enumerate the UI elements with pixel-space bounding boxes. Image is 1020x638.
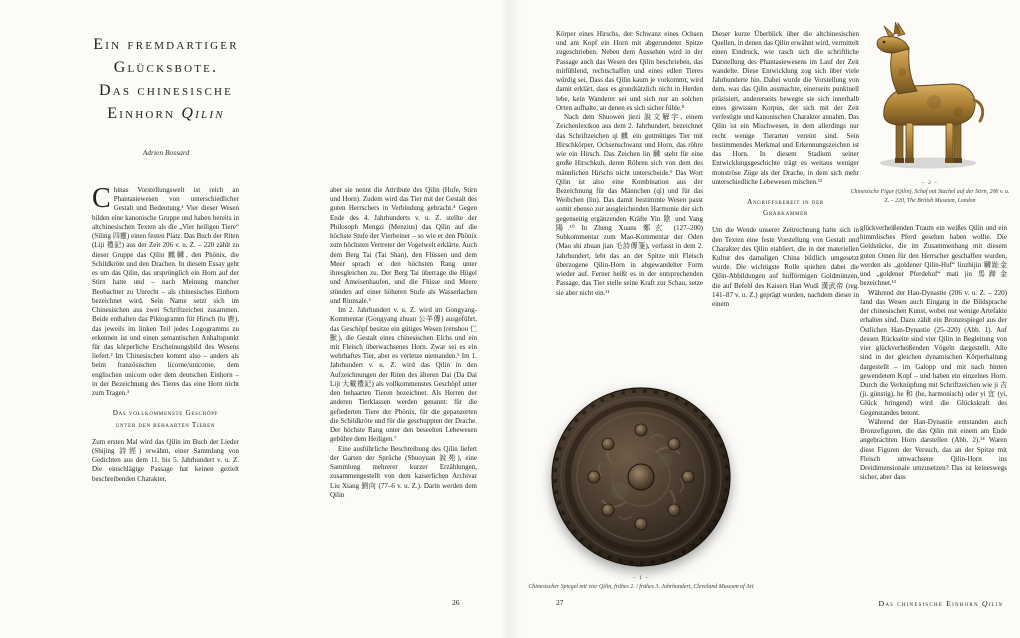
heading-line: Angriffsbereit in der <box>747 197 824 206</box>
section-heading <box>92 408 239 430</box>
title-line: Ein fremdartiger <box>93 36 239 53</box>
title-qilin-italic: Qilin <box>181 105 225 122</box>
figure-2-number: – 2 – <box>921 180 939 186</box>
paragraph: Körper eines Hirschs, der Schwanz eines Ochsen und am Kopf ein Horn mit abgerundeter Spitze zugeschrieben. Neben dem Aussehen wird in der Passage auch das Wesen des Qilin beschrieben, das mitfühlend, rechtschaffen und eines edlen Tieres würdig sei. Dass das Qilin kaum je vorkommt, wird damit erklärt, dass es grundsätzlich nicht in Herden lebe, kein Wanderer sei und sich nur an solchen Orten aufhalte, an denen es sich sicher fühle.⁸ <box>556 30 703 112</box>
paragraph-text: hinas Vorstellungswelt ist reich an Phantasiewesen von unterschiedlicher Gestalt und Bedeutung.¹ Vier dieser Wesen bilden eine kanonische Gruppe und haben bereits in altchinesischen Texten als die „Vier heiligen Tiere“ (Siling 四靈) einen festen Platz. Das Buch der Riten (Liji 禮記) aus der Zeit 206 v. u. Z. – 220 zählt zu dieser Gruppe das Qilin 麒麟, den Phönix, die Schildkröte und den Drachen. In diesem Essay geht es um das Qilin, das ursprünglich ein Horn auf der Stirn hatte und – nach Meinung mancher Beobachter zu Unrecht – als chinesisches Einhorn bezeichnet wird. Sein Name setzt sich im Chinesischen aus zwei Schriftzeichen zusammen. Beide enthalten das Piktogramm für Hirsch (lu 鹿), das jeweils im linken Teil jedes Logogramms zu erkennen ist und einen semantischen Anhaltspunkt für das körperliche Erscheinungsbild des Wesens liefert.² Im Chinesischen kommt also – anders als beim französischen licorne/unicorne, dem englischen unicorn oder dem deutschen Einhorn – in der Bezeichnung des Tieres das eine Horn nicht zum Tragen.³ <box>92 186 239 398</box>
running-footer-title <box>879 599 1003 608</box>
left-page-column-2 <box>330 186 477 592</box>
figure-1-number: – 1 – <box>632 575 650 581</box>
title-line: Glücksbote. <box>113 59 219 76</box>
heading-line: Grabkammer <box>763 209 808 218</box>
paragraph: Während der Han-Dynastie entstanden auch Bronzefiguren, die das Qilin mit einem am Ende angebrachten Horn darstellen (Abb. 2).¹⁴ Waren diese Figuren der Versuch, das an der Spitze mit Fleisch umwachsene Qilin-Horn ins Dreidimensionale umzusetzen? Das ist keineswegs sicher, aber dass <box>860 417 1007 482</box>
right-page-column-3 <box>860 224 1007 592</box>
heading-line: unter den behaarten Tieren <box>115 420 216 429</box>
section-heading <box>712 197 859 219</box>
page-number-right: 27 <box>556 598 564 607</box>
paragraph: aber sie nennt die Attribute des Qilin (Hufe, Stirn und Horn). Zudem wird das Tier mit der Gestalt des guten Herrschers in Verbindung gebracht.⁴ Gegen Ende des 4. Jahrhunderts v. u. Z. stellte der Philosoph Mengzi (Menzius) das Qilin auf die höchste Stufe der Vierbeiner – so wie er den Phönix zum höchsten Vertreter der Vogelwelt erklärte. Auch dem Berg Tai (Tai Shan), den Flüssen und dem Meer sprach er den höchsten Rang unter ihresgleichen zu. Der Berg Tai überrage die Hügel und Ameisenhaufen, und die Flüsse und Meere stünden auf einer höheren Stufe als Wasserlachen und Rinnsale.⁵ <box>330 186 477 305</box>
title-line: Einhorn <box>107 105 182 122</box>
right-page-column-2 <box>712 30 859 592</box>
paragraph <box>92 186 239 398</box>
figure-2-caption <box>850 180 1010 205</box>
heading-line: Das vollkommenste Geschöpf <box>112 409 219 418</box>
left-page-column-1 <box>92 186 239 592</box>
author-name: Adrien Bossard <box>142 148 190 157</box>
right-page-column-1 <box>556 30 703 380</box>
paragraph: Während der Han-Dynastie (206 v. u. Z. – 220) fand das Wesen auch Eingang in die Bildsprache der chinesischen Kunst, wobei nur wenige Artefakte erhalten sind. Dazu zählt ein Bronzespiegel aus der Östlichen Han-Dynastie (25–220) (Abb. 1). Auf dessen Rückseite sind vier Qilin in Begleitung von vier glückverheißenden Vögeln dargestellt. Alle sind in der gleichen dynamischen Körperhaltung dargestellt – im Galopp und mit nach hinten gewendetem Kopf – und haben ein einzelnes Horn. Durch die Verknüpfung mit Schriftzeichen wie ji 吉 (ji, günstig), he 和 (he, harmonisch) oder yi 宜 (yi, Glück bringend) wird die Glückskraft des Gegenstandes betont. <box>860 288 1007 417</box>
page-number-left: 26 <box>452 598 460 607</box>
paragraph: Im 2. Jahrhundert v. u. Z. wird im Gongyang-Kommentar (Gongyang zhuan 公羊傳) ausgeführt, das Geschöpf besitze ein gütiges Wesen (renshou 仁獸), die Gestalt eines chinesischen Elchs und ein mit Fleisch überwachsenes Horn. Zwar sei es ein wehrhaftes Tier, aber es verletze niemanden.⁶ Im 1. Jahrhundert v. u. Z. wird das Qilin in den Aufzeichnungen der Riten des älteren Dai (Da Dai Liji 大戴禮記) als vollkommenstes Geschöpf unter den behaarten Tieren bezeichnet. Als Herren der anderen Tierklassen werden genannt: für die gefiederten Tiere der Phönix, für die gepanzerten die Schildkröte und für die geschuppten der Drache. Der höchste Rang unter den beseelten Lebewesen gebühre dem Heiligen.⁷ <box>330 306 477 444</box>
figure-2-caption-text: Chinesische Figur (Qilin), Schaf mit Stachel auf der Stirn, 206 v. u. Z. – 220, The British Museum, London <box>850 189 1010 204</box>
title-line: Das chinesische <box>98 82 234 99</box>
drop-cap: C <box>92 186 111 214</box>
page-fold <box>499 0 521 638</box>
running-footer-qilin-italic: Qilin <box>981 599 1003 608</box>
paragraph: Eine ausführliche Beschreibung des Qilin liefert der Garten der Sprüche (Shuoyuan 說苑), eine Sammlung mehrerer kurzer Erzählungen, zusammengestellt von dem kaiserlichen Archivar Liu Xiang 劉向 (77–6 v. u. Z.). Darin werden dem Qilin <box>330 444 477 499</box>
article-title <box>56 33 276 125</box>
running-footer-text: Das chinesische Einhorn <box>878 599 982 608</box>
paragraph: Dieser kurze Überblick über die altchinesischen Quellen, in denen das Qilin erwähnt wird, vermittelt einen Eindruck, wie rasch sich die schriftliche Darstellung des Phantasiewesens im Lauf der Zeit wandelte. Diese Entwicklung zog sich über viele Jahrhunderte hin. Dabei wurde die Vorstellung von dem, was das Qilin ausmachte, einerseits punktuell präzisiert, andererseits bewegte sie sich innerhalb eines gewissen Korpus, der sich mit der Zeit verfestigte und kanonischen Charakter annahm. Das Qilin ist ein Mischwesen, in dem allerdings nur recht wenige Tierarten vereint sind. Sein bestimmendes Merkmal und Erkennungszeichen ist das Horn. In diesem Stadium seiner Entwicklungsgeschichte trägt es weitaus weniger monströse Züge als der Drache, in dem sich mehr unterschiedliche Lebewesen mischen.¹² <box>712 30 859 186</box>
bronze-mirror-image <box>550 386 732 568</box>
figure-1-caption-text: Chinesischer Spiegel mit vier Qilin, frühes 2. / frühes 3. Jahrhundert, Cleveland Museum of Art <box>528 584 754 590</box>
paragraph: Zum ersten Mal wird das Qilin im Buch der Lieder (Shijing 詩經) erwähnt, einer Sammlung von Gedichten aus dem 11. bis 5. Jahrhundert v. u. Z. Die einschlägige Passage hat keinen gezielt beschreibenden Charakter, <box>92 437 239 483</box>
qilin-figurine-image <box>854 22 1006 174</box>
paragraph: Um die Wende unserer Zeitrechnung hatte sich in den Texten eine feste Vorstellung von Gestalt und Charakter des Qilin etabliert, die in der materiellen Kultur des damaligen China bildlich umgesetzt wurde. Die wichtigste Rolle spielten dabei die Qilin-Abbildungen auf hufförmigen Goldmünzen, die auf Befehl des Kaisers Han Wudi 漢武帝 (reg. 141–87 v. u. Z.) geprägt wurden, nachdem dieser in einem <box>712 226 859 309</box>
paragraph: Nach dem Shuowen jiezi 說文解字, einem Zeichenlexikon aus dem 2. Jahrhundert, bezeichnet das Schriftzeichen qi 麒 ein gutmütiges Tier mit Hirschkörper, Ochsenschwanz und Horn, das röhre wie ein Hirsch. Das Zeichen lin 麟 steht für eine große Hirschkuh, deren Röhren sich von dem des männlichen Hirschs nicht unterscheide.⁹ Das Wort Qilin ist also eine Kombination aus der Bezeichnung für das Männchen (qi) und für das Weibchen (lin). Das damit bestimmte Wesen passt somit ebenso zur ausgleichenden Harmonie der sich gegenseitig ergänzenden Kräfte Yin 陰 und Yang 陽.¹⁰ In Zheng Xuans 鄭玄 (127–200) Subkommentar zum Mao-Kommentar der Oden (Mao shi zhuan jian 毛詩傳箋), verfasst in dem 2. Jahrhundert, lebt das an der Spitze mit Fleisch überzogene Qilin-Horn in abgewandelter Form wieder auf. Ferner heißt es in der entsprechenden Passage, das Tier stelle seine Kraft zur Schau, setze sie aber nicht ein.¹¹ <box>556 113 703 297</box>
paragraph: glückverheißenden Traum ein weißes Qilin und ein himmlisches Pferd gesehen haben wollte. Die Geldstücke, die im Zusammenhang mit diesem guten Omen für den Herrscher geschaffen wurden, werden als „goldener Qilin-Huf“ linzhijin 麟趾金 und „goldener Pferdehuf“ mati jin 馬蹄金 bezeichnet.¹³ <box>860 224 1007 288</box>
